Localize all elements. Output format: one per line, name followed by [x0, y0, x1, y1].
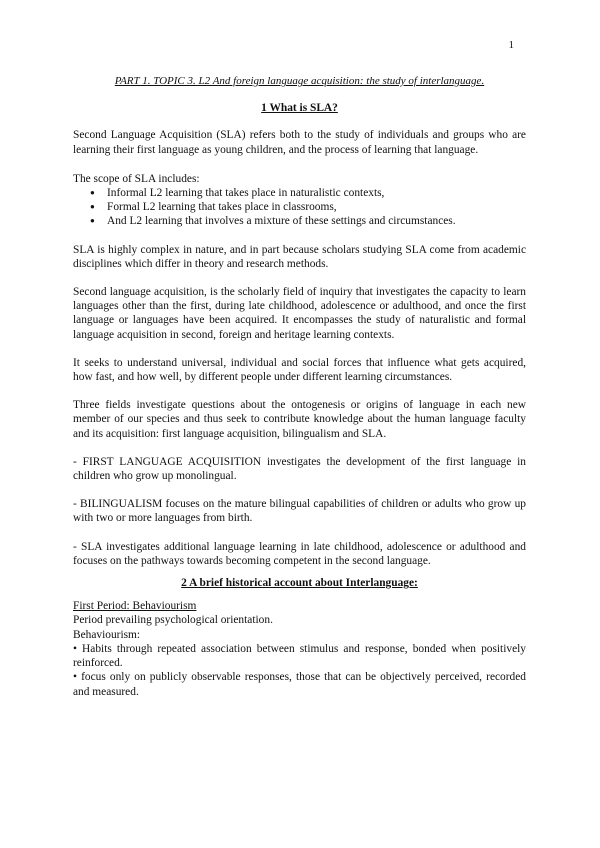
- bilingualism-paragraph: - BILINGUALISM focuses on the mature bilingual capabilities of children or adults who grow up with two or more languages from birth.: [73, 498, 526, 525]
- document-title: PART 1. TOPIC 3. L2 And foreign language acquisition: the study of interlanguage.: [114, 75, 485, 87]
- first-period-label: First Period: Behaviourism: [73, 600, 197, 613]
- behaviourism-point: • focus only on publicly observable responses, those that can be objectively perceived, recorded and measured.: [73, 671, 526, 698]
- sla-intro-paragraph: Second Language Acquisition (SLA) refers both to the study of individuals and groups who are learning their first language as young children, and the process of learning that language.: [73, 129, 526, 156]
- complexity-paragraph: SLA is highly complex in nature, and in part because scholars studying SLA come from academic disciplines which differ in theory and research methods.: [73, 243, 526, 270]
- section-2-heading: 2 A brief historical account about Interlanguage:: [181, 577, 418, 590]
- sla-paragraph: - SLA investigates additional language learning in late childhood, adolescence or adulthood and focuses on the pathways towards becoming competent in the second language.: [73, 540, 526, 567]
- seeks-paragraph: It seeks to understand universal, individual and social forces that influence what gets acquired, how fast, and how well, by different people under different learning circumstances.: [73, 356, 526, 384]
- scope-intro: The scope of SLA includes:: [73, 172, 200, 185]
- three-fields-paragraph: Three fields investigate questions about the ontogenesis or origins of language in each new member of our species and thus seek to contribute knowledge about the human language faculty and its acquisition: first language acquisition, bilingualism and SLA.: [73, 399, 526, 440]
- behaviourism-label: Behaviourism:: [73, 628, 141, 641]
- scope-list-item: ● Formal L2 learning that takes place in classrooms,: [81, 200, 526, 214]
- period-line: Period prevailing psychological orientation.: [73, 614, 273, 627]
- scope-list: [73, 186, 526, 229]
- section-1-heading: 1 What is SLA?: [261, 102, 338, 115]
- page-number: 1: [508, 39, 514, 51]
- definition-paragraph: Second language acquisition, is the scholarly field of inquiry that investigates the capacity to learn languages other than the first, during late childhood, adolescence or adulthood, and once the first language or languages have been acquired. It encompasses the study of naturalistic and formal language acquisition in second, foreign and heritage learning contexts.: [73, 286, 526, 341]
- fla-paragraph: - FIRST LANGUAGE ACQUISITION investigates the development of the first language in children who grow up monolingual.: [73, 455, 526, 483]
- scope-list-item: ● And L2 learning that involves a mixture of these settings and circumstances.: [81, 214, 526, 228]
- scope-list-item: ● Informal L2 learning that takes place in naturalistic contexts,: [81, 186, 526, 200]
- behaviourism-point: • Habits through repeated association between stimulus and response, bonded when positively reinforced.: [73, 642, 526, 670]
- document-body: [73, 74, 526, 699]
